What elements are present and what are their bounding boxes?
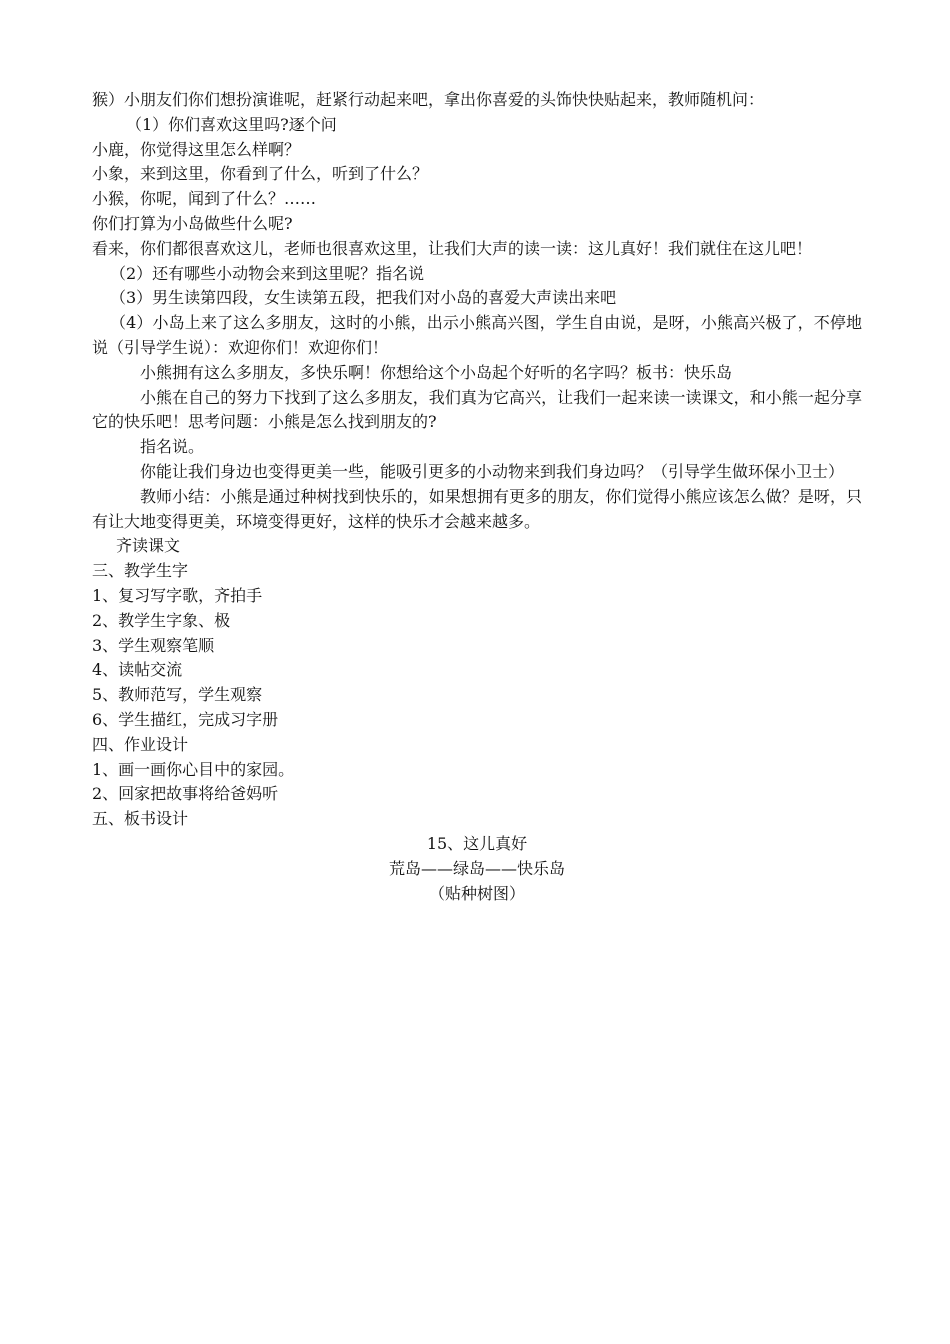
paragraph-line: 五、板书设计	[92, 809, 189, 829]
paragraph-line: 看来，你们都很喜欢这儿，老师也很喜欢这里，让我们大声的读一读：这儿真好！我们就住在这儿吧！	[92, 238, 813, 258]
paragraph-line: 1、复习写字歌，齐拍手	[92, 585, 263, 605]
paragraph-line: 5、教师范写，学生观察	[92, 685, 263, 705]
paragraph-line: 三、教学生字	[92, 561, 189, 581]
paragraph-line: 你们打算为小岛做些什么呢?	[92, 213, 293, 233]
blackboard-design	[92, 832, 862, 906]
paragraph-line: 2、回家把故事将给爸妈听	[92, 784, 279, 804]
paragraph-line: （2）还有哪些小动物会来到这里呢？指名说	[110, 263, 425, 283]
paragraph-line: 小象，来到这里，你看到了什么，听到了什么？	[92, 164, 429, 184]
paragraph-line: 6、学生描红，完成习字册	[92, 709, 279, 729]
board-flow: 荒岛——绿岛——快乐岛	[388, 858, 565, 878]
paragraph-line: 指名说。	[140, 437, 205, 457]
board-note: （贴种树图）	[428, 883, 525, 903]
paragraph-line: （4）小岛上来了这么多朋友，这时的小熊，出示小熊高兴图，学生自由说，是呀，小熊高兴极了，不停地说（引导学生说）：欢迎你们！欢迎你们！	[92, 313, 862, 357]
paragraph-line: 教师小结：小熊是通过种树找到快乐的，如果想拥有更多的朋友，你们觉得小熊应该怎么做？是呀，只有让大地变得更美，环境变得更好，这样的快乐才会越来越多。	[92, 486, 862, 531]
paragraph-line: 小鹿，你觉得这里怎么样啊？	[92, 139, 301, 159]
paragraph-line: 小熊拥有这么多朋友，多快乐啊！你想给这个小岛起个好听的名字吗？板书：快乐岛	[140, 362, 733, 382]
paragraph-line: 四、作业设计	[92, 734, 189, 754]
board-title: 15、这儿真好	[426, 833, 528, 853]
paragraph-line: 1、画一画你心目中的家园。	[92, 759, 295, 779]
paragraph-line: 2、教学生字象、极	[92, 610, 231, 630]
paragraph-line: 你能让我们身边也变得更美一些，能吸引更多的小动物来到我们身边吗？（引导学生做环保小卫士）	[140, 461, 845, 481]
paragraph-line: 小熊在自己的努力下找到了这么多朋友，我们真为它高兴，让我们一起来读一读课文，和小熊一起分享它的快乐吧！思考问题：小熊是怎么找到朋友的?	[92, 387, 862, 432]
paragraph-line: （3）男生读第四段，女生读第五段，把我们对小岛的喜爱大声读出来吧	[110, 288, 617, 308]
paragraph-line: 齐读课文	[116, 536, 181, 556]
document-body	[92, 88, 862, 906]
paragraph-line: 小猴，你呢，闻到了什么？……	[92, 189, 317, 209]
paragraph-line: 猴）小朋友们你们想扮演谁呢，赶紧行动起来吧，拿出你喜爱的头饰快快贴起来，教师随机问：	[92, 90, 765, 109]
paragraph-line: （1）你们喜欢这里吗?逐个问	[126, 114, 337, 134]
paragraph-line: 3、学生观察笔顺	[92, 635, 215, 655]
paragraph-list	[92, 88, 862, 832]
paragraph-line: 4、读帖交流	[92, 660, 183, 680]
